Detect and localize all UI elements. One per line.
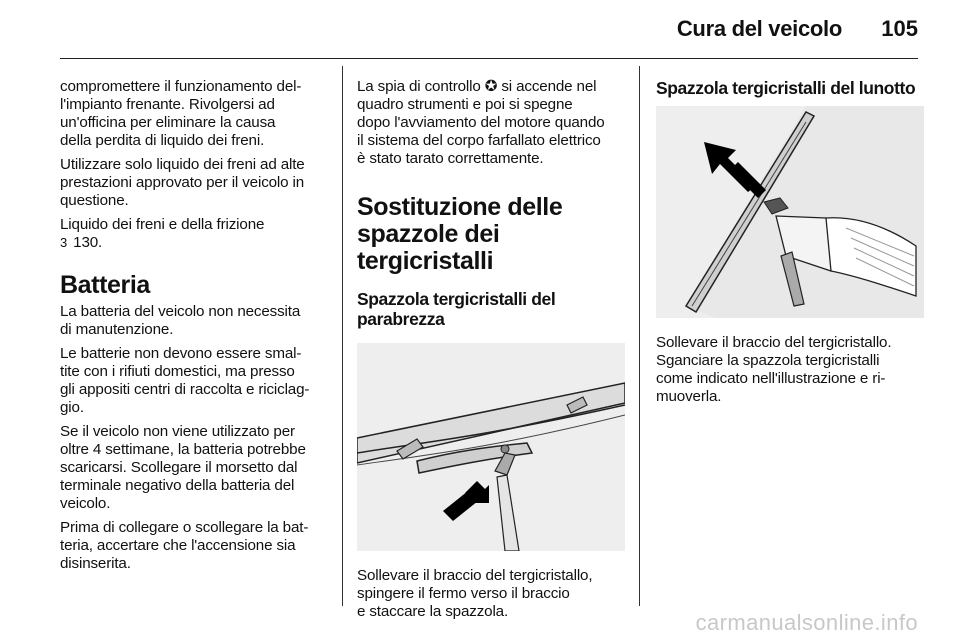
arrow-reference-icon: 3 [60, 235, 68, 250]
fluid-ref-text: Liquido dei freni e della frizione [60, 216, 265, 233]
caption-rear-wiper: Sollevare il braccio del tergicristallo. Sganciare la spazzola tergicristalli come indicato nell'illustrazione e ri- muoverla. [656, 334, 892, 405]
header-divider [60, 58, 918, 59]
column-2 [357, 78, 627, 627]
paragraph-brake-fluid: Utilizzare solo liquido dei freni ad alte prestazioni approvato per il veicolo in questione. [60, 156, 305, 209]
warning-text-start: La spia di controllo [357, 78, 485, 95]
page-reference-link[interactable]: 130. [73, 234, 103, 251]
windscreen-wiper-illustration [357, 343, 625, 551]
paragraph-brake-leak: compromettere il funzionamento del- l'impianto frenante. Rivolgersi ad un'officina per eliminare la causa della perdita di liquido dei freni. [60, 78, 302, 149]
column-divider-2 [639, 66, 640, 606]
paragraph-battery-maintenance: La batteria del veicolo non necessita di manutenzione. [60, 303, 301, 338]
page-number: 105 [881, 16, 918, 41]
paragraph-battery-discharge: Se il veicolo non viene utilizzato per oltre 4 settimane, la batteria potrebbe scaricarsi. Scollegare il morsetto dal terminale negativo della batteria del veicolo. [60, 423, 306, 512]
paragraph-battery-disposal: Le batterie non devono essere smal- tite con i rifiuti domestici, ma presso gli appositi centri di raccolta e riciclag- gio. [60, 345, 310, 416]
page-header [0, 0, 960, 58]
column-1 [60, 78, 332, 579]
paragraph-warning-light [357, 78, 627, 168]
heading-batteria: Batteria [60, 271, 150, 299]
warning-text-end: si accende nel quadro strumenti e poi si spegne dopo l'avviamento del motore quando il sistema del corpo farfallato elettrico è stato tarato correttamente. [357, 78, 605, 167]
caption-windscreen-wiper: Sollevare il braccio del tergicristallo, spingere il fermo verso il braccio e staccare la spazzola. [357, 567, 593, 620]
windscreen-wiper-drawing [357, 343, 625, 551]
heading-wiper-replacement: Sostituzione delle spazzole dei tergicristalli [357, 193, 563, 275]
heading-rear-wiper: Spazzola tergicristalli del lunotto [656, 78, 916, 98]
column-3 [656, 78, 924, 412]
rear-wiper-illustration [656, 106, 924, 318]
heading-windscreen-wiper: Spazzola tergicristalli del parabrezza [357, 289, 556, 329]
engine-warning-icon: ✪ [484, 78, 498, 95]
paragraph-battery-ignition: Prima di collegare o scollegare la bat- teria, accertare che l'accensione sia disinserita. [60, 519, 309, 572]
column-divider-1 [342, 66, 343, 606]
section-title: Cura del veicolo [676, 16, 842, 41]
rear-wiper-drawing [656, 106, 924, 318]
paragraph-fluid-ref [60, 216, 332, 252]
watermark: carmanualsonline.info [695, 610, 918, 635]
